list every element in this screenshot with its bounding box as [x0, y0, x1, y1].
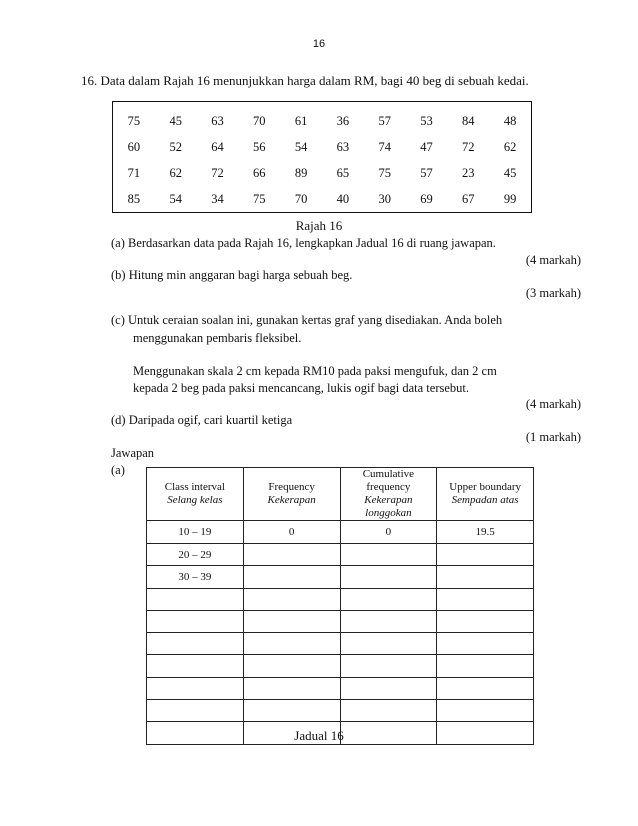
header-upper-boundary — [437, 468, 534, 521]
data-value: 45 — [503, 166, 517, 180]
data-value: 57 — [378, 114, 391, 128]
part-b-text: (b) Hitung min anggaran bagi harga sebuah beg. — [111, 268, 353, 282]
table-header-row — [147, 468, 534, 521]
table-row — [147, 677, 534, 699]
answer-label: Jawapan — [111, 446, 155, 460]
data-value: 70 — [253, 114, 266, 128]
cumulative-frequency-cell[interactable] — [340, 566, 437, 588]
cumulative-frequency-cell[interactable] — [340, 633, 437, 655]
data-value: 47 — [420, 140, 433, 154]
data-value: 71 — [127, 166, 141, 180]
part-c-line2: menggunakan pembaris fleksibel. — [133, 331, 302, 345]
upper-boundary-cell[interactable] — [437, 588, 534, 610]
frequency-cell[interactable] — [243, 655, 340, 677]
data-value: 85 — [127, 192, 141, 206]
header-label: Upper boundary — [449, 481, 522, 493]
frequency-cell: 0 — [243, 521, 340, 544]
question-text: 16. Data dalam Rajah 16 menunjukkan harga dalam RM, bagi 40 beg di sebuah kedai. — [81, 73, 529, 88]
data-value: 69 — [420, 192, 433, 206]
table-row — [147, 633, 534, 655]
page-number: 16 — [312, 38, 326, 50]
table-body — [147, 521, 534, 745]
table-row — [147, 700, 534, 722]
data-value: 23 — [462, 166, 475, 180]
data-value: 75 — [378, 166, 391, 180]
data-value: 75 — [127, 114, 141, 128]
frequency-cell[interactable] — [243, 566, 340, 588]
data-value: 72 — [211, 166, 224, 180]
header-class-interval — [147, 468, 244, 521]
data-value: 62 — [503, 140, 517, 154]
header-label: Cumulative frequency — [362, 468, 415, 493]
data-value: 84 — [462, 114, 475, 128]
cumulative-frequency-cell: 0 — [340, 521, 437, 544]
data-value: 36 — [336, 114, 350, 128]
data-value: 54 — [169, 192, 182, 206]
data-grid — [113, 108, 531, 212]
class-interval-cell[interactable] — [147, 610, 244, 632]
table-row — [147, 655, 534, 677]
data-value: 74 — [378, 140, 391, 154]
part-a-marks: (4 markah) — [525, 253, 581, 267]
data-value: 54 — [294, 140, 308, 154]
part-a-text: (a) Berdasarkan data pada Rajah 16, lengkapkan Jadual 16 di ruang jawapan. — [111, 236, 496, 250]
header-label-malay: Sempadan atas — [451, 494, 519, 506]
data-figure — [112, 101, 532, 213]
answer-part-a-label: (a) — [111, 463, 125, 477]
data-value: 70 — [294, 192, 308, 206]
upper-boundary-cell[interactable] — [437, 566, 534, 588]
class-interval-cell: 20 – 29 — [147, 544, 244, 566]
data-value: 67 — [462, 192, 475, 206]
frequency-cell[interactable] — [243, 633, 340, 655]
class-interval-cell[interactable] — [147, 700, 244, 722]
upper-boundary-cell[interactable] — [437, 544, 534, 566]
table-row — [147, 610, 534, 632]
header-label: Frequency — [268, 481, 315, 493]
data-value: 61 — [294, 114, 308, 128]
class-interval-cell[interactable] — [147, 655, 244, 677]
table-row — [147, 566, 534, 588]
table-row — [147, 588, 534, 610]
part-c-line4: kepada 2 beg pada paksi mencancang, lukis ogif bagi data tersebut. — [133, 381, 469, 395]
cumulative-frequency-cell[interactable] — [340, 544, 437, 566]
figure-caption: Rajah 16 — [295, 218, 343, 233]
data-value: 99 — [503, 192, 517, 206]
header-label-malay: Kekerapan — [267, 494, 316, 506]
data-value: 57 — [420, 166, 433, 180]
data-value: 72 — [462, 140, 475, 154]
upper-boundary-cell: 19.5 — [437, 521, 534, 544]
class-interval-cell: 10 – 19 — [147, 521, 244, 544]
table-row — [147, 544, 534, 566]
data-value: 63 — [336, 140, 350, 154]
data-value: 64 — [211, 140, 224, 154]
upper-boundary-cell[interactable] — [437, 677, 534, 699]
frequency-cell[interactable] — [243, 610, 340, 632]
header-label-malay: Selang kelas — [167, 494, 223, 506]
data-value: 65 — [336, 166, 350, 180]
class-interval-cell: 30 – 39 — [147, 566, 244, 588]
data-value: 75 — [253, 192, 266, 206]
data-value: 48 — [503, 114, 517, 128]
data-value: 62 — [169, 166, 182, 180]
part-d-marks: (1 markah) — [525, 430, 581, 444]
table-row — [147, 521, 534, 544]
part-c-line3: Menggunakan skala 2 cm kepada RM10 pada paksi mengufuk, dan 2 cm — [133, 364, 497, 378]
upper-boundary-cell[interactable] — [437, 633, 534, 655]
frequency-cell[interactable] — [243, 700, 340, 722]
data-value: 89 — [294, 166, 308, 180]
table-caption: Jadual 16 — [294, 728, 344, 743]
class-interval-cell[interactable] — [147, 677, 244, 699]
data-value: 60 — [127, 140, 141, 154]
cumulative-frequency-cell[interactable] — [340, 588, 437, 610]
frequency-cell[interactable] — [243, 544, 340, 566]
header-frequency — [243, 468, 340, 521]
data-value: 56 — [253, 140, 266, 154]
data-value: 45 — [169, 114, 182, 128]
cumulative-frequency-cell[interactable] — [340, 610, 437, 632]
frequency-cell[interactable] — [243, 588, 340, 610]
part-c-line1: (c) Untuk ceraian soalan ini, gunakan kertas graf yang disediakan. Anda boleh — [111, 313, 503, 327]
cumulative-frequency-cell[interactable] — [340, 677, 437, 699]
data-value: 52 — [169, 140, 182, 154]
class-interval-cell[interactable] — [147, 588, 244, 610]
data-value: 30 — [378, 192, 391, 206]
part-c-marks: (4 markah) — [525, 397, 581, 411]
upper-boundary-cell[interactable] — [437, 700, 534, 722]
data-value: 63 — [211, 114, 224, 128]
header-label: Class interval — [164, 481, 225, 493]
upper-boundary-cell[interactable] — [437, 610, 534, 632]
header-cumulative-frequency — [340, 468, 437, 521]
frequency-table — [146, 467, 534, 745]
frequency-cell[interactable] — [243, 677, 340, 699]
data-value: 53 — [420, 114, 433, 128]
data-value: 40 — [336, 192, 350, 206]
header-label-malay: Kekerapan longgokan — [364, 494, 413, 519]
cumulative-frequency-cell[interactable] — [340, 700, 437, 722]
data-value: 34 — [211, 192, 224, 206]
cumulative-frequency-cell[interactable] — [340, 655, 437, 677]
data-value: 66 — [253, 166, 266, 180]
upper-boundary-cell[interactable] — [437, 655, 534, 677]
part-b-marks: (3 markah) — [525, 286, 581, 300]
class-interval-cell[interactable] — [147, 633, 244, 655]
part-d-text: (d) Daripada ogif, cari kuartil ketiga — [111, 413, 293, 427]
